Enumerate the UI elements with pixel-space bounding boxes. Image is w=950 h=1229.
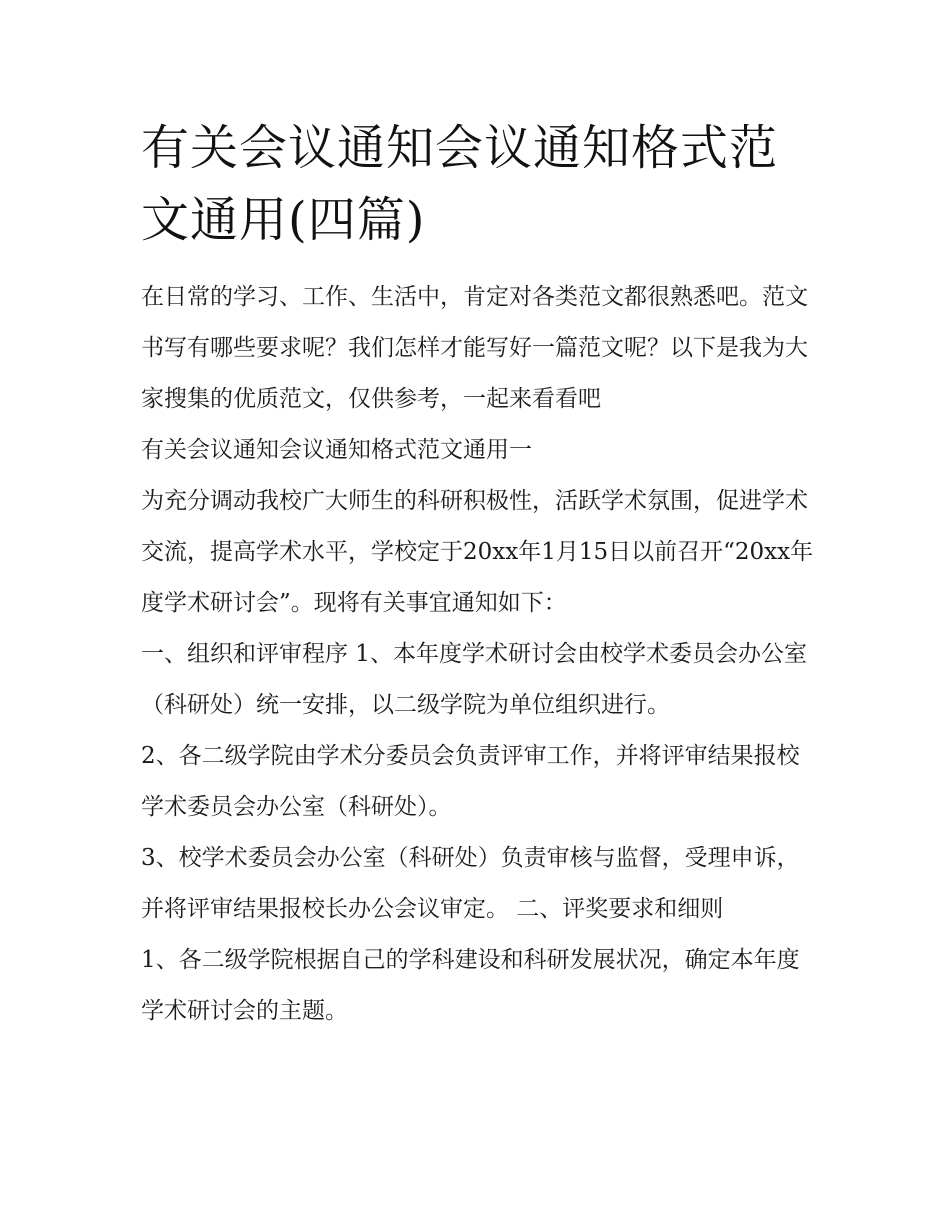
intro-paragraph: 在日常的学习、工作、生活中，肯定对各类范文都很熟悉吧。范文书写有哪些要求呢？我们怎样才能写好一篇范文呢？以下是我为大家搜集的优质范文，仅供参考，一起来看看吧 — [141, 284, 808, 412]
procedure-paragraph: 一、组织和评审程序 1、本年度学术研讨会由校学术委员会办公室（科研处）统一安排，以二级学院为单位组织进行。 — [141, 641, 807, 718]
procedure-item-3: 3、校学术委员会办公室（科研处）负责审核与监督，受理申诉，并将评审结果报校长办公会议审定。 二、评奖要求和细则 — [141, 845, 800, 922]
procedure-item-2: 2、各二级学院由学术分委员会负责评审工作，并将评审结果报校学术委员会办公室（科研处）。 — [141, 743, 800, 820]
notice-paragraph: 为充分调动我校广大师生的科研积极性，活跃学术氛围，促进学术交流，提高学术水平，学校定于20xx年1月15日以前召开“20xx年度学术研讨会”。现将有关事宜通知如下： — [141, 488, 814, 616]
document-page — [141, 112, 821, 1037]
section-heading: 有关会议通知会议通知格式范文通用一 — [141, 437, 532, 463]
requirement-item-1: 1、各二级学院根据自己的学科建设和科研发展状况，确定本年度学术研讨会的主题。 — [141, 947, 800, 1024]
document-title: 有关会议通知会议通知格式范文通用(四篇) — [141, 120, 779, 248]
document-body — [141, 272, 821, 1037]
